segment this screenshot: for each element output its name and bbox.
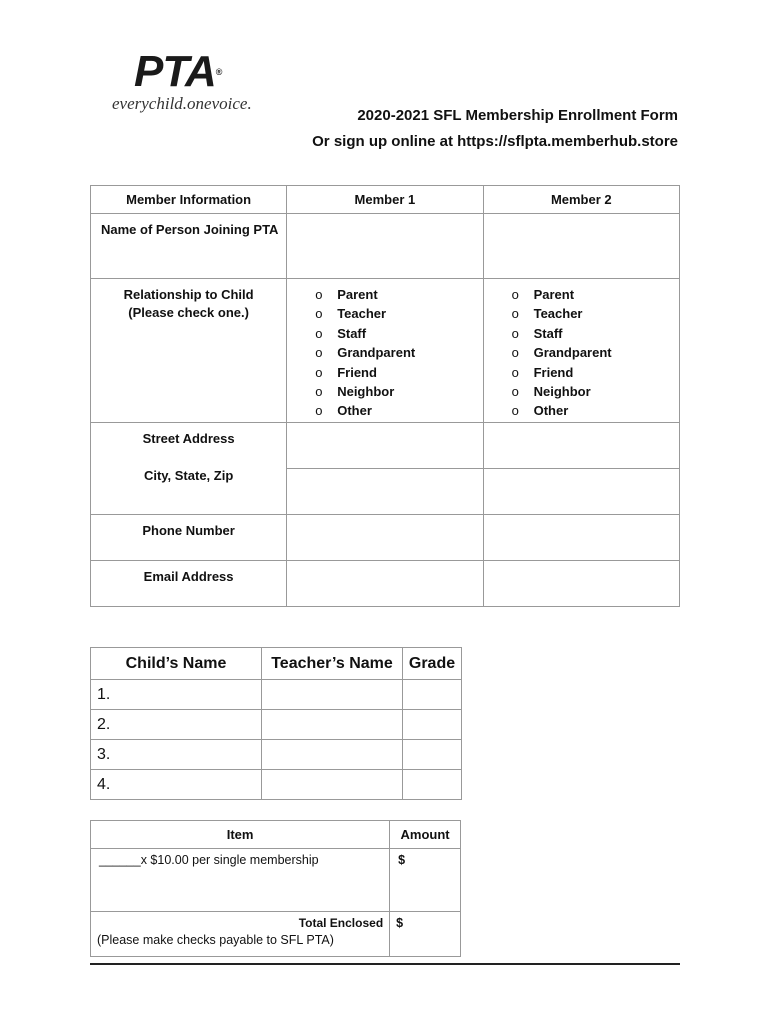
option-label: Neighbor — [533, 383, 591, 399]
radio-option-grandparent[interactable] — [315, 343, 482, 362]
teacher-name-field[interactable] — [262, 740, 403, 770]
member-1-relationship-options — [287, 279, 483, 423]
radio-option-parent[interactable] — [512, 285, 679, 304]
grade-field[interactable] — [403, 770, 462, 800]
radio-option-staff[interactable] — [315, 324, 482, 343]
member-1-city-field[interactable] — [287, 469, 483, 515]
option-label: Friend — [533, 364, 574, 380]
checks-payable-note: (Please make checks payable to SFL PTA) — [97, 933, 334, 947]
option-label: Other — [337, 403, 372, 419]
radio-option-grandparent[interactable] — [512, 343, 679, 362]
pta-logo-tagline: everychild.onevoice. — [112, 94, 252, 113]
radio-circle-icon[interactable]: o — [315, 287, 323, 302]
grade-field[interactable] — [403, 680, 462, 710]
grade-field[interactable] — [403, 710, 462, 740]
child-name-field[interactable]: 1. — [91, 680, 262, 710]
member-2-relationship-options — [483, 279, 679, 423]
radio-option-staff[interactable] — [512, 324, 679, 343]
member-1-street-field[interactable] — [287, 423, 483, 469]
payment-table — [90, 820, 461, 957]
radio-circle-icon[interactable]: o — [511, 306, 519, 322]
radio-circle-icon[interactable]: o — [315, 364, 323, 380]
teacher-name-field[interactable] — [262, 710, 403, 740]
street-address-label: Street Address — [142, 431, 235, 446]
address-label — [91, 423, 287, 515]
radio-option-neighbor[interactable] — [315, 382, 482, 401]
header-amount: Amount — [390, 821, 461, 849]
bottom-divider — [90, 963, 680, 965]
radio-option-parent[interactable] — [315, 285, 482, 304]
radio-circle-icon[interactable]: o — [511, 287, 519, 302]
child-table — [90, 647, 462, 800]
name-label: Name of Person Joining PTA — [91, 214, 287, 279]
header-member-2: Member 2 — [483, 186, 679, 214]
total-enclosed-label: Total Enclosed — [298, 916, 384, 930]
phone-label: Phone Number — [91, 515, 287, 561]
member-2-phone-field[interactable] — [483, 515, 679, 561]
radio-option-friend[interactable] — [315, 363, 482, 382]
radio-circle-icon[interactable]: o — [315, 345, 323, 361]
teacher-name-field[interactable] — [262, 770, 403, 800]
pta-logo-mark: PTA® — [134, 47, 222, 96]
option-label: Staff — [337, 325, 367, 341]
member-1-phone-field[interactable] — [287, 515, 483, 561]
option-label: Parent — [533, 287, 575, 302]
header-member-1: Member 1 — [287, 186, 483, 214]
child-row — [91, 710, 462, 740]
city-state-zip-label: City, State, Zip — [143, 468, 234, 483]
membership-quantity-line[interactable]: ______x $10.00 per single membership — [91, 849, 390, 912]
member-2-email-field[interactable] — [483, 561, 679, 607]
child-row — [91, 770, 462, 800]
radio-option-teacher[interactable] — [512, 304, 679, 323]
radio-circle-icon[interactable]: o — [511, 383, 519, 399]
relationship-label-line2: (Please check one.) — [128, 305, 249, 320]
option-label: Parent — [337, 287, 378, 302]
radio-circle-icon[interactable]: o — [315, 383, 323, 399]
radio-option-neighbor[interactable] — [512, 382, 679, 401]
grade-field[interactable] — [403, 740, 462, 770]
membership-amount-field[interactable]: $ — [390, 849, 461, 912]
radio-option-friend[interactable] — [512, 363, 679, 382]
member-1-email-field[interactable] — [287, 561, 483, 607]
total-cell — [91, 912, 390, 957]
option-label: Staff — [533, 325, 563, 341]
child-name-field[interactable]: 3. — [91, 740, 262, 770]
radio-circle-icon[interactable]: o — [315, 325, 323, 341]
radio-circle-icon[interactable]: o — [511, 325, 519, 341]
option-label: Friend — [337, 364, 377, 380]
radio-option-teacher[interactable] — [315, 304, 482, 323]
child-name-field[interactable]: 4. — [91, 770, 262, 800]
header-childs-name: Child’s Name — [91, 648, 262, 680]
header-member-information: Member Information — [91, 186, 287, 214]
member-2-city-field[interactable] — [483, 469, 679, 515]
option-label: Teacher — [337, 306, 387, 322]
member-info-table — [90, 185, 680, 607]
relationship-label — [91, 279, 287, 423]
radio-circle-icon[interactable]: o — [511, 364, 519, 380]
email-label: Email Address — [91, 561, 287, 607]
radio-circle-icon[interactable]: o — [511, 403, 519, 419]
option-label: Other — [533, 403, 569, 419]
form-title: 2020-2021 SFL Membership Enrollment Form — [357, 107, 678, 124]
header-item: Item — [91, 821, 390, 849]
option-label: Grandparent — [337, 345, 416, 361]
option-label: Neighbor — [337, 383, 395, 399]
header-grade: Grade — [403, 648, 462, 680]
radio-circle-icon[interactable]: o — [511, 345, 519, 361]
radio-option-other[interactable] — [315, 401, 482, 420]
member-2-name-field[interactable] — [483, 214, 679, 279]
radio-circle-icon[interactable]: o — [315, 403, 323, 419]
member-2-street-field[interactable] — [483, 423, 679, 469]
option-label: Grandparent — [533, 345, 612, 361]
child-row — [91, 740, 462, 770]
relationship-label-line1: Relationship to Child — [123, 287, 254, 302]
child-name-field[interactable]: 2. — [91, 710, 262, 740]
member-1-name-field[interactable] — [287, 214, 483, 279]
option-label: Teacher — [533, 306, 583, 322]
child-row — [91, 680, 462, 710]
teacher-name-field[interactable] — [262, 680, 403, 710]
radio-option-other[interactable] — [512, 401, 679, 420]
pta-logo — [112, 47, 282, 114]
radio-circle-icon[interactable]: o — [315, 306, 323, 322]
form-subtitle: Or sign up online at https://sflpta.memberhub.store — [312, 133, 678, 150]
header-teachers-name: Teacher’s Name — [262, 648, 403, 680]
total-amount-field[interactable]: $ — [390, 912, 461, 957]
